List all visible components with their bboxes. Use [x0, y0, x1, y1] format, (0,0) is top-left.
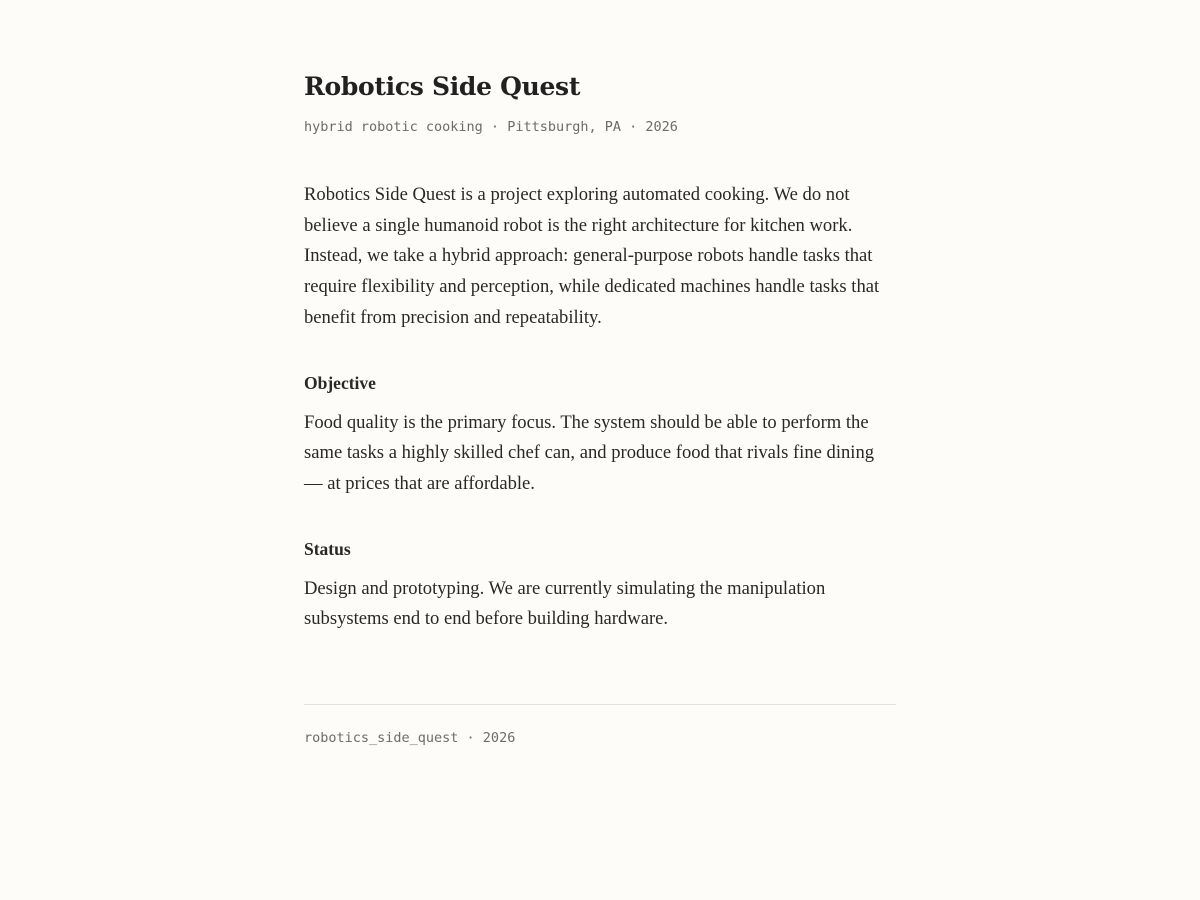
intro-paragraph: Robotics Side Quest is a project exploring automated cooking. We do not believe a single humanoid robot is the right architecture for kitchen work. Instead, we take a hybrid approach: general-purpose robots handle tasks that require flexibility and perception, while dedicated machines handle tasks that benefit from precision and repeatability. [304, 184, 880, 328]
page-meta: hybrid robotic cooking · Pittsburgh, PA · 2026 [304, 119, 678, 135]
section-heading-status: Status [304, 538, 351, 559]
footer-text: robotics_side_quest · 2026 [304, 730, 516, 746]
content-column [304, 68, 896, 635]
footer-divider [304, 704, 896, 705]
page-title: Robotics Side Quest [304, 72, 581, 101]
section-text-objective: Food quality is the primary focus. The system should be able to perform the same tasks a highly skilled chef can, and produce food that rivals fine dining — at prices that are affordable. [304, 411, 875, 494]
section-heading-objective: Objective [304, 372, 376, 393]
section-text-status: Design and prototyping. We are currently simulating the manipulation subsystems end to end before building hardware. [304, 577, 826, 630]
